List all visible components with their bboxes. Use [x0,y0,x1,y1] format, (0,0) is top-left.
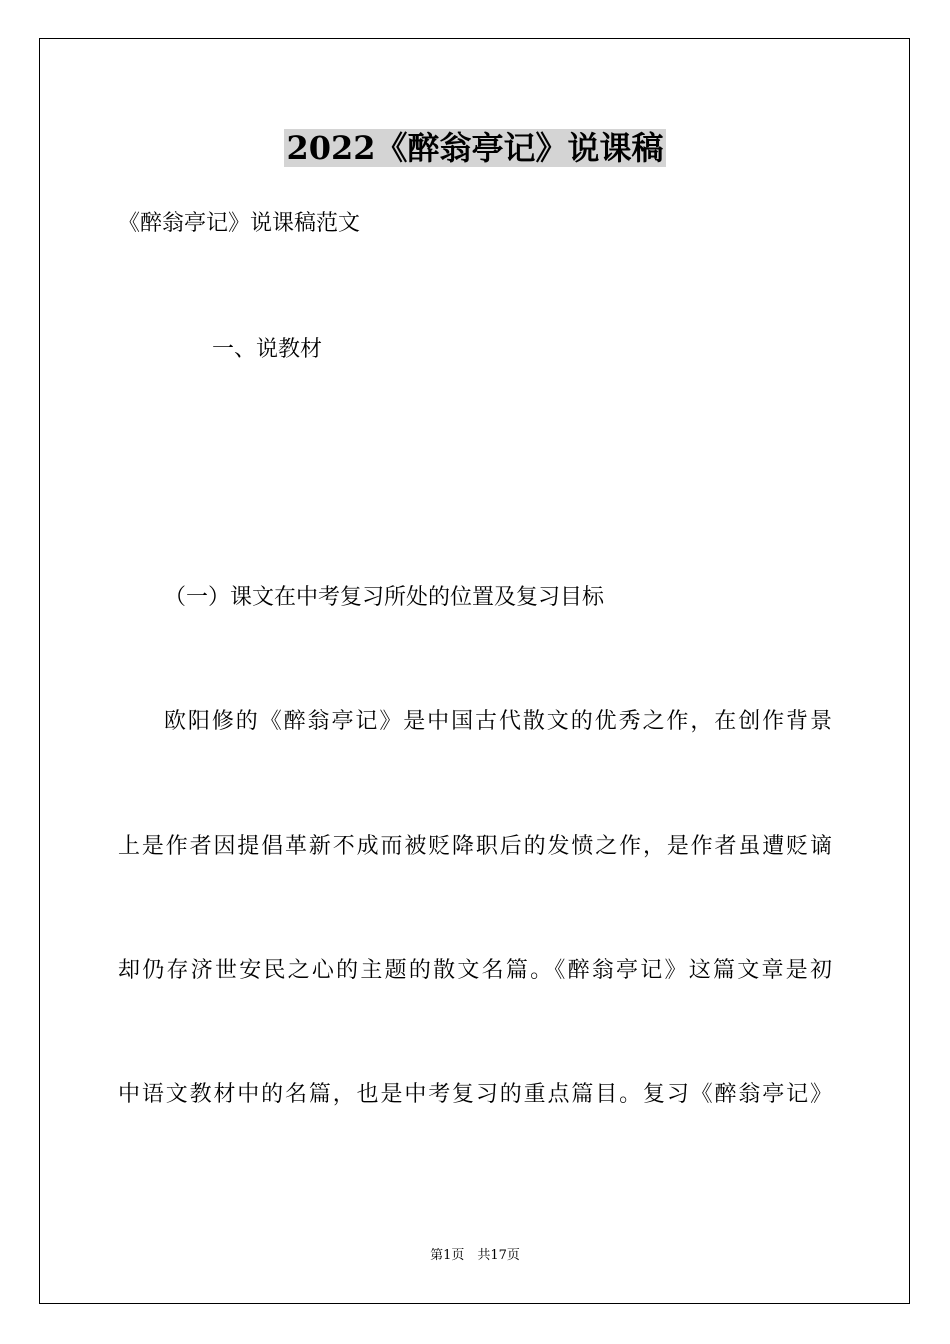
document-title [0,126,950,170]
document-subtitle: 《醉翁亭记》说课稿范文 [118,211,361,236]
body-line: 中语文教材中的名篇，也是中考复习的重点篇目。复习《醉翁亭记》 [118,1082,832,1107]
body-line: 却仍存济世安民之心的主题的散文名篇。《醉翁亭记》这篇文章是初 [118,958,832,983]
page-number-footer: 第1页 共17页 [430,1248,520,1263]
subsection-heading: （一）课文在中考复习所处的位置及复习目标 [164,585,605,610]
document-title-text: 2022《醉翁亭记》说课稿 [286,129,664,167]
section-heading: 一、说教材 [212,337,323,362]
body-line: 欧阳修的《醉翁亭记》是中国古代散文的优秀之作，在创作背景 [164,709,832,734]
body-line: 上是作者因提倡革新不成而被贬降职后的发愤之作，是作者虽遭贬谪 [118,834,832,859]
